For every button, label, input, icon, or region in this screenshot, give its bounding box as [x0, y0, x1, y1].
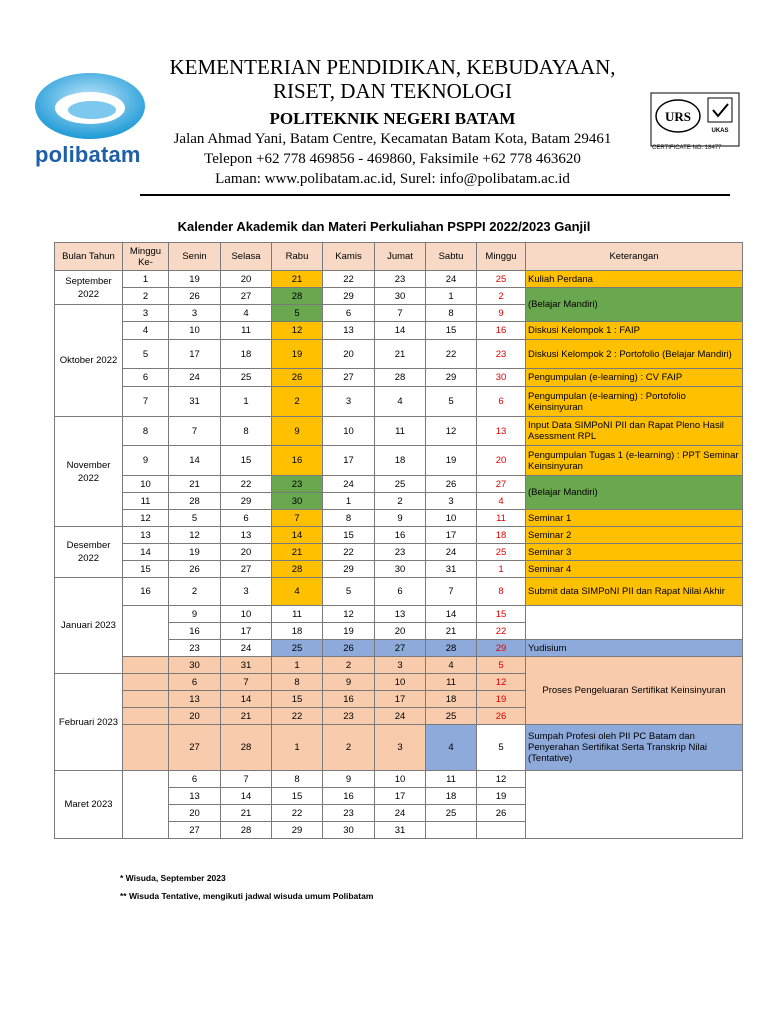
- col-sabtu: Sabtu: [426, 243, 477, 271]
- day-cell: 11: [426, 674, 477, 691]
- day-cell: 6: [169, 771, 221, 788]
- day-cell: 17: [323, 446, 375, 476]
- day-cell: 15: [272, 788, 323, 805]
- month-september: September 2022: [55, 271, 123, 305]
- day-cell: 9: [375, 510, 426, 527]
- week-number: 15: [123, 561, 169, 578]
- footnotes: [120, 869, 373, 905]
- day-cell: 26: [323, 640, 375, 657]
- day-cell: 8: [426, 305, 477, 322]
- day-cell: 13: [169, 691, 221, 708]
- month-februari: Februari 2023: [55, 674, 123, 771]
- day-cell: 31: [169, 387, 221, 417]
- day-cell: 4: [426, 725, 477, 771]
- day-cell: 29: [323, 561, 375, 578]
- day-cell: 15: [221, 446, 272, 476]
- month-desember: Desember 2022: [55, 527, 123, 578]
- day-cell: 5: [272, 305, 323, 322]
- day-cell: 19: [169, 271, 221, 288]
- note-cell: Pengumpulan (e-learning) : CV FAIP: [526, 369, 743, 387]
- day-cell: 17: [221, 623, 272, 640]
- day-cell: 1: [323, 493, 375, 510]
- day-cell: 10: [375, 771, 426, 788]
- day-cell: 2: [375, 493, 426, 510]
- day-cell: 12: [272, 322, 323, 340]
- day-cell: 10: [323, 417, 375, 446]
- day-cell: 3: [169, 305, 221, 322]
- day-cell: 13: [323, 322, 375, 340]
- note-cell: (Belajar Mandiri): [526, 288, 743, 322]
- day-cell: 20: [375, 623, 426, 640]
- day-cell: 1: [221, 387, 272, 417]
- note-cell: Pengumpulan (e-learning) : Portofolio Keinsinyuran: [526, 387, 743, 417]
- day-cell: 20: [221, 544, 272, 561]
- table-row: [55, 606, 743, 623]
- ministry-line-2: RISET, DAN TEKNOLOGI: [273, 79, 512, 103]
- day-cell: 28: [169, 493, 221, 510]
- day-cell: 9: [477, 305, 526, 322]
- day-cell: 13: [221, 527, 272, 544]
- day-cell: 23: [477, 340, 526, 369]
- day-cell: 25: [426, 805, 477, 822]
- note-cell: Yudisium: [526, 640, 743, 657]
- note-cell: Diskusi Kelompok 1 : FAIP: [526, 322, 743, 340]
- day-cell: 21: [169, 476, 221, 493]
- day-cell: 4: [426, 657, 477, 674]
- table-row: [55, 369, 743, 387]
- col-rabu: Rabu: [272, 243, 323, 271]
- certificate-number: CERTIFICATE NO. 18477: [652, 145, 722, 151]
- phone: Telepon +62 778 469856 - 469860, Faksimile +62 778 463620: [204, 151, 581, 167]
- day-cell: 20: [323, 340, 375, 369]
- col-kamis: Kamis: [323, 243, 375, 271]
- cert-label: URS: [664, 109, 692, 124]
- week-number: [123, 708, 169, 725]
- day-cell: 24: [375, 708, 426, 725]
- letterhead: [0, 0, 768, 195]
- day-cell: 5: [426, 387, 477, 417]
- day-cell: 24: [426, 544, 477, 561]
- note-cell: Sumpah Profesi oleh PII PC Batam dan Penyerahan Sertifikat Serta Transkrip Nilai (Tentative): [526, 725, 743, 771]
- week-number: 16: [123, 578, 169, 606]
- day-cell: 22: [323, 271, 375, 288]
- day-cell: 22: [221, 476, 272, 493]
- day-cell: 23: [375, 271, 426, 288]
- day-cell: 16: [477, 322, 526, 340]
- day-cell: 22: [272, 708, 323, 725]
- day-cell: 9: [272, 417, 323, 446]
- day-cell: 12: [169, 527, 221, 544]
- institution-header: [140, 55, 645, 189]
- day-cell: 25: [477, 271, 526, 288]
- day-cell: 15: [426, 322, 477, 340]
- note-cell: Seminar 4: [526, 561, 743, 578]
- day-cell: 10: [169, 322, 221, 340]
- week-number: 2: [123, 288, 169, 305]
- day-cell: 3: [426, 493, 477, 510]
- day-cell: 10: [375, 674, 426, 691]
- day-cell: 26: [477, 805, 526, 822]
- day-cell: 1: [272, 725, 323, 771]
- table-row: [55, 417, 743, 446]
- day-cell: 8: [272, 771, 323, 788]
- day-cell: 4: [375, 387, 426, 417]
- day-cell: 18: [221, 340, 272, 369]
- day-cell: 12: [477, 674, 526, 691]
- day-cell: 29: [323, 288, 375, 305]
- day-cell: 26: [169, 561, 221, 578]
- note-cell: Diskusi Kelompok 2 : Portofolio (Belajar Mandiri): [526, 340, 743, 369]
- note-cell: Kuliah Perdana: [526, 271, 743, 288]
- day-cell: 7: [169, 417, 221, 446]
- day-cell: 18: [426, 788, 477, 805]
- day-cell: 27: [169, 725, 221, 771]
- day-cell: 9: [169, 606, 221, 623]
- day-cell: 19: [272, 340, 323, 369]
- table-row: [55, 446, 743, 476]
- day-cell: 6: [169, 674, 221, 691]
- day-cell: 19: [323, 623, 375, 640]
- table-row: [55, 544, 743, 561]
- day-cell: 30: [477, 369, 526, 387]
- day-cell: 20: [477, 446, 526, 476]
- table-row: [55, 322, 743, 340]
- day-cell: 11: [426, 771, 477, 788]
- table-row: [55, 288, 743, 305]
- day-cell: 25: [477, 544, 526, 561]
- day-cell: 7: [375, 305, 426, 322]
- day-cell: 12: [426, 417, 477, 446]
- day-cell: 9: [323, 674, 375, 691]
- day-cell: 6: [477, 387, 526, 417]
- day-cell: 13: [169, 788, 221, 805]
- week-number: 7: [123, 387, 169, 417]
- day-cell: 19: [477, 788, 526, 805]
- school-name: POLITEKNIK NEGERI BATAM: [269, 109, 516, 128]
- day-cell: 28: [426, 640, 477, 657]
- day-cell: 27: [221, 561, 272, 578]
- week-number: 13: [123, 527, 169, 544]
- day-cell: 15: [477, 606, 526, 623]
- day-cell: 14: [272, 527, 323, 544]
- day-cell: 16: [375, 527, 426, 544]
- week-number: 3: [123, 305, 169, 322]
- week-number: [123, 725, 169, 771]
- day-cell: 19: [477, 691, 526, 708]
- day-cell: 5: [169, 510, 221, 527]
- note-cell: Seminar 2: [526, 527, 743, 544]
- day-cell: 19: [426, 446, 477, 476]
- website: Laman: www.polibatam.ac.id, Surel: info@polibatam.ac.id: [215, 171, 570, 187]
- day-cell: 14: [169, 446, 221, 476]
- table-row: [55, 527, 743, 544]
- week-number: [123, 771, 169, 839]
- certification-badge-icon: [650, 92, 740, 147]
- day-cell: 28: [221, 822, 272, 839]
- day-cell: 15: [272, 691, 323, 708]
- day-cell: 7: [221, 771, 272, 788]
- week-number: 1: [123, 271, 169, 288]
- day-cell: 20: [169, 708, 221, 725]
- header-row: [55, 243, 743, 271]
- day-cell: 25: [426, 708, 477, 725]
- day-cell: 27: [221, 288, 272, 305]
- day-cell: 30: [169, 657, 221, 674]
- week-number: 9: [123, 446, 169, 476]
- day-cell: 10: [426, 510, 477, 527]
- day-cell: 1: [426, 288, 477, 305]
- day-cell: 12: [323, 606, 375, 623]
- day-cell: 29: [426, 369, 477, 387]
- week-number: 10: [123, 476, 169, 493]
- day-cell: 28: [272, 288, 323, 305]
- month-januari: Januari 2023: [55, 578, 123, 674]
- day-cell: 4: [221, 305, 272, 322]
- day-cell: 4: [272, 578, 323, 606]
- table-row: [55, 387, 743, 417]
- day-cell: 28: [375, 369, 426, 387]
- day-cell: 8: [477, 578, 526, 606]
- day-cell: 4: [477, 493, 526, 510]
- col-selasa: Selasa: [221, 243, 272, 271]
- week-number: 8: [123, 417, 169, 446]
- day-cell: 31: [375, 822, 426, 839]
- day-cell: 22: [426, 340, 477, 369]
- day-cell: 23: [169, 640, 221, 657]
- day-cell: 18: [477, 527, 526, 544]
- month-oktober: Oktober 2022: [55, 305, 123, 417]
- day-cell: 8: [272, 674, 323, 691]
- note-cell: Proses Pengeluaran Sertifikat Keinsinyuran: [526, 657, 743, 725]
- day-cell: 21: [375, 340, 426, 369]
- table-row: [55, 271, 743, 288]
- day-cell: 30: [375, 561, 426, 578]
- month-november: November 2022: [55, 417, 123, 527]
- day-cell: 1: [272, 657, 323, 674]
- day-cell: 3: [375, 657, 426, 674]
- week-number: 4: [123, 322, 169, 340]
- table-row: [55, 476, 743, 493]
- day-cell: [426, 822, 477, 839]
- day-cell: 30: [375, 288, 426, 305]
- day-cell: 2: [323, 725, 375, 771]
- day-cell: 11: [272, 606, 323, 623]
- day-cell: 26: [272, 369, 323, 387]
- document-title: Kalender Akademik dan Materi Perkuliahan PSPPI 2022/2023 Ganjil: [177, 219, 591, 234]
- day-cell: 5: [323, 578, 375, 606]
- day-cell: 11: [221, 322, 272, 340]
- day-cell: 16: [323, 691, 375, 708]
- day-cell: 24: [169, 369, 221, 387]
- day-cell: 17: [375, 788, 426, 805]
- day-cell: 24: [375, 805, 426, 822]
- day-cell: 23: [272, 476, 323, 493]
- day-cell: 17: [426, 527, 477, 544]
- day-cell: 8: [221, 417, 272, 446]
- day-cell: 5: [477, 725, 526, 771]
- footnote-1: * Wisuda, September 2023: [120, 873, 226, 883]
- week-number: 11: [123, 493, 169, 510]
- academic-calendar-table: [54, 242, 743, 839]
- day-cell: 14: [375, 322, 426, 340]
- day-cell: 21: [272, 271, 323, 288]
- day-cell: 6: [221, 510, 272, 527]
- day-cell: 23: [323, 708, 375, 725]
- header-rule: [140, 194, 730, 196]
- col-jumat: Jumat: [375, 243, 426, 271]
- day-cell: 13: [477, 417, 526, 446]
- ministry-line-1: KEMENTERIAN PENDIDIKAN, KEBUDAYAAN,: [169, 55, 616, 79]
- day-cell: 24: [323, 476, 375, 493]
- day-cell: 16: [169, 623, 221, 640]
- week-number: 14: [123, 544, 169, 561]
- day-cell: [477, 822, 526, 839]
- day-cell: 27: [169, 822, 221, 839]
- day-cell: 23: [323, 805, 375, 822]
- day-cell: 17: [375, 691, 426, 708]
- day-cell: 20: [221, 271, 272, 288]
- day-cell: 20: [169, 805, 221, 822]
- week-number: [123, 606, 169, 657]
- day-cell: 28: [272, 561, 323, 578]
- day-cell: 26: [169, 288, 221, 305]
- day-cell: 24: [221, 640, 272, 657]
- day-cell: 14: [221, 788, 272, 805]
- day-cell: 17: [169, 340, 221, 369]
- footnote-2: ** Wisuda Tentative, mengikuti jadwal wisuda umum Polibatam: [120, 891, 374, 901]
- col-senin: Senin: [169, 243, 221, 271]
- day-cell: 27: [323, 369, 375, 387]
- day-cell: 27: [375, 640, 426, 657]
- address: Jalan Ahmad Yani, Batam Centre, Kecamatan Batam Kota, Batam 29461: [173, 131, 612, 147]
- table-row: [55, 657, 743, 674]
- day-cell: 26: [426, 476, 477, 493]
- day-cell: 18: [426, 691, 477, 708]
- note-cell: Pengumpulan Tugas 1 (e-learning) : PPT Seminar Keinsinyuran: [526, 446, 743, 476]
- day-cell: 3: [323, 387, 375, 417]
- day-cell: 3: [375, 725, 426, 771]
- day-cell: 31: [221, 657, 272, 674]
- cert-sub: UKAS: [711, 128, 729, 134]
- note-cell: Input Data SIMPoNI PII dan Rapat Pleno Hasil Asessment RPL: [526, 417, 743, 446]
- table-row: [55, 561, 743, 578]
- day-cell: 3: [221, 578, 272, 606]
- week-number: 5: [123, 340, 169, 369]
- day-cell: 25: [375, 476, 426, 493]
- day-cell: 11: [477, 510, 526, 527]
- day-cell: 21: [272, 544, 323, 561]
- note-cell: Seminar 1: [526, 510, 743, 527]
- logo-text: polibatam: [35, 142, 141, 167]
- day-cell: 2: [272, 387, 323, 417]
- day-cell: 14: [221, 691, 272, 708]
- day-cell: 28: [221, 725, 272, 771]
- day-cell: 30: [272, 493, 323, 510]
- day-cell: 29: [221, 493, 272, 510]
- week-number: [123, 674, 169, 691]
- day-cell: 12: [477, 771, 526, 788]
- table-row: [55, 340, 743, 369]
- note-cell: Submit data SIMPoNI PII dan Rapat Nilai Akhir: [526, 578, 743, 606]
- day-cell: 14: [426, 606, 477, 623]
- note-cell-empty: [526, 606, 743, 640]
- week-number: 12: [123, 510, 169, 527]
- day-cell: 16: [272, 446, 323, 476]
- day-cell: 19: [169, 544, 221, 561]
- week-number: [123, 657, 169, 674]
- day-cell: 25: [221, 369, 272, 387]
- note-cell: (Belajar Mandiri): [526, 476, 743, 510]
- day-cell: 1: [477, 561, 526, 578]
- day-cell: 2: [169, 578, 221, 606]
- day-cell: 22: [323, 544, 375, 561]
- col-minggu: Minggu: [477, 243, 526, 271]
- table-row: [55, 725, 743, 771]
- day-cell: 7: [426, 578, 477, 606]
- table-row: [55, 771, 743, 788]
- day-cell: 29: [477, 640, 526, 657]
- day-cell: 18: [375, 446, 426, 476]
- day-cell: 24: [426, 271, 477, 288]
- day-cell: 13: [375, 606, 426, 623]
- day-cell: 31: [426, 561, 477, 578]
- week-number: [123, 691, 169, 708]
- month-maret: Maret 2023: [55, 771, 123, 839]
- day-cell: 26: [477, 708, 526, 725]
- day-cell: 16: [323, 788, 375, 805]
- day-cell: 22: [477, 623, 526, 640]
- day-cell: 15: [323, 527, 375, 544]
- day-cell: 2: [323, 657, 375, 674]
- day-cell: 23: [375, 544, 426, 561]
- note-cell: Seminar 3: [526, 544, 743, 561]
- day-cell: 25: [272, 640, 323, 657]
- table-row: [55, 510, 743, 527]
- day-cell: 22: [272, 805, 323, 822]
- day-cell: 6: [375, 578, 426, 606]
- col-bulan-tahun: Bulan Tahun: [55, 243, 123, 271]
- day-cell: 29: [272, 822, 323, 839]
- day-cell: 2: [477, 288, 526, 305]
- day-cell: 27: [477, 476, 526, 493]
- col-keterangan: Keterangan: [526, 243, 743, 271]
- day-cell: 21: [221, 805, 272, 822]
- day-cell: 11: [375, 417, 426, 446]
- day-cell: 9: [323, 771, 375, 788]
- col-minggu-ke: Minggu Ke-: [123, 243, 169, 271]
- day-cell: 21: [426, 623, 477, 640]
- day-cell: 8: [323, 510, 375, 527]
- day-cell: 21: [221, 708, 272, 725]
- day-cell: 10: [221, 606, 272, 623]
- day-cell: 30: [323, 822, 375, 839]
- table-row: [55, 578, 743, 606]
- day-cell: 7: [272, 510, 323, 527]
- week-number: 6: [123, 369, 169, 387]
- day-cell: 7: [221, 674, 272, 691]
- day-cell: 5: [477, 657, 526, 674]
- day-cell: 18: [272, 623, 323, 640]
- note-cell-empty: [526, 771, 743, 839]
- day-cell: 6: [323, 305, 375, 322]
